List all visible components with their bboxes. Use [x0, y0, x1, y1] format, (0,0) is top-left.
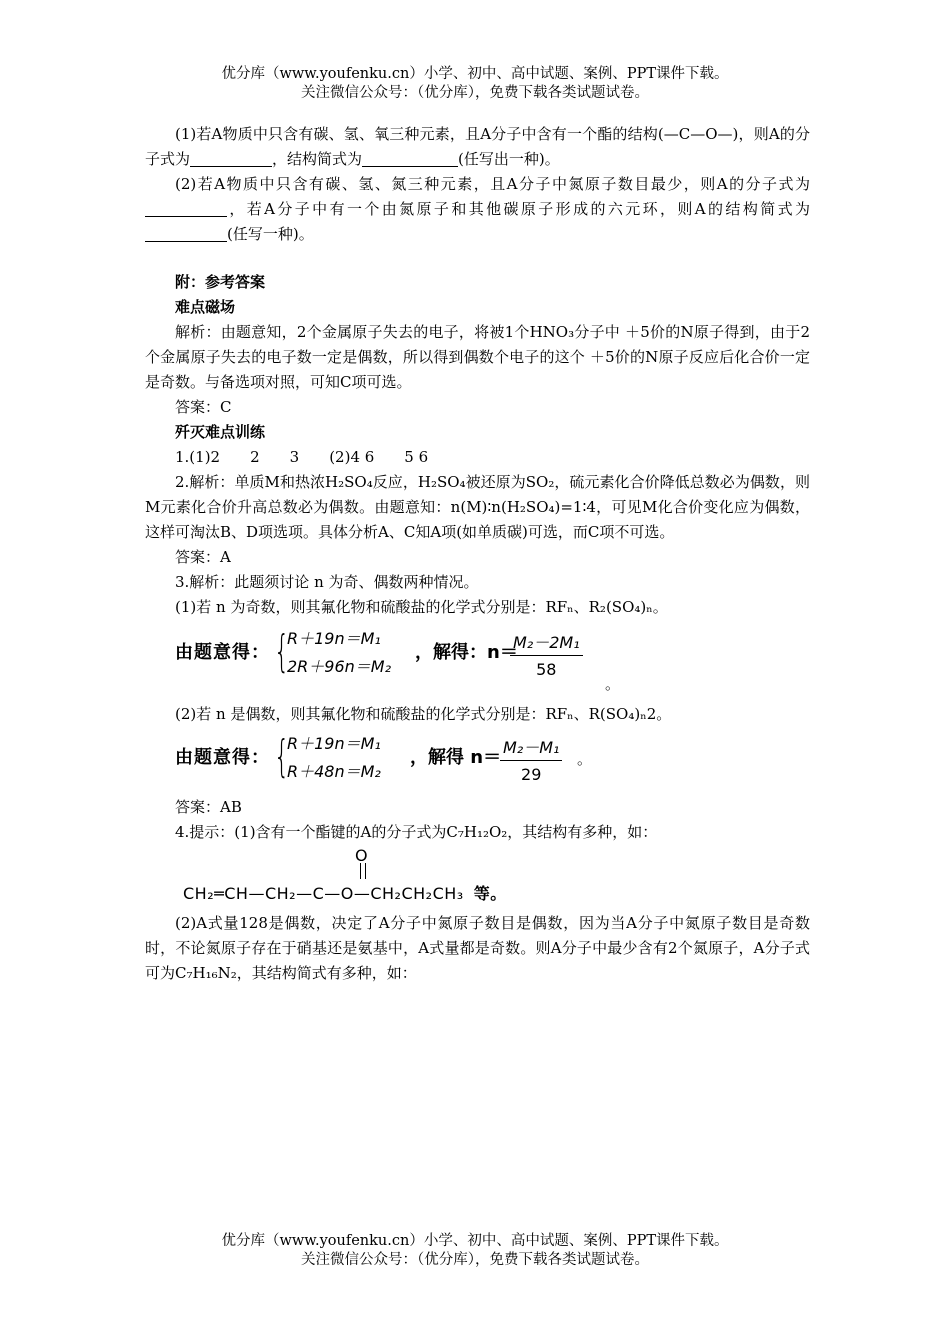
training-item-3: 3.解析：此题须讨论 n 为奇、偶数两种情况。 [175, 573, 479, 591]
header-line-1: 优分库（www.youfenku.cn）小学、初中、高中试题、案例、PPT课件下载。 [221, 66, 729, 82]
equation-system-1 [145, 624, 810, 696]
numerator: M₂－M₁ [500, 735, 562, 761]
denominator: 29 [521, 765, 542, 784]
footer-line-2: 关注微信公众号：（优分库），免费下载各类试题试卷。 [301, 1252, 649, 1268]
brace: { [274, 731, 290, 782]
double-bond [360, 863, 366, 879]
answer-3: 答案：AB [175, 798, 242, 816]
fraction [500, 735, 562, 787]
solve-label: ，解得：n＝ [415, 642, 518, 663]
header-line-2: 关注微信公众号：（优分库），免费下载各类试题试卷。 [301, 85, 649, 101]
answer-blank[interactable] [362, 150, 458, 167]
equation: R＋19n＝M₁ [287, 629, 381, 648]
denominator: 58 [536, 660, 557, 679]
subsection-title-1: 难点磁场 [175, 298, 236, 316]
equation-system-2 [145, 729, 810, 795]
answer-2: 答案：A [175, 548, 231, 566]
subsection-title-2: 歼灭难点训练 [175, 423, 266, 441]
question-1: (1)若A物质中只含有碳、氢、氧三种元素，且A分子中含有一个酯的结构(—C—O—)，则A的分子式为 ，结构简式为 (任写出一种)。 [145, 125, 810, 168]
equation: R＋19n＝M₁ [287, 734, 381, 753]
solve-label: ，解得 n＝ [410, 747, 502, 768]
brace: { [274, 626, 290, 677]
training-item-1: 1.(1)2 2 3 (2)4 6 5 6 [175, 448, 429, 466]
structural-formula [145, 845, 810, 911]
oxygen-atom: O [355, 846, 368, 865]
item-3-case-2: (2)若 n 是偶数，则其氟化物和硫酸盐的化学式分别是：RFₙ、R(SO₄)ₙ2。 [175, 705, 672, 723]
training-item-2: 2.解析：单质M和热浓H₂SO₄反应，H₂SO₄被还原为SO₂，硫元素化合价降低总数必为偶数，则M元素化合价升高总数必为偶数。由题意知：n(M)∶n(H₂SO₄)=1∶4，可见M化合价变化应为偶数，这样可淘汰B、D项选项。具体分析A、C知A项(如单质碳)可选，而C项不可选。 [145, 473, 810, 541]
answer-blank[interactable] [145, 225, 227, 242]
page-header [0, 65, 950, 103]
question-2: (2)若A物质中只含有碳、氢、氮三种元素，且A分子中氮原子数目最少，则A的分子式为，若A分子中有一个由氮原子和其他碳原子形成的六元环，则A的结构简式为(任写一种)。 [145, 172, 810, 247]
fraction [510, 630, 583, 682]
item-3-case-1: (1)若 n 为奇数，则其氟化物和硫酸盐的化学式分别是：RFₙ、R₂(SO₄)ₙ。 [175, 598, 668, 616]
equation: R＋48n＝M₂ [287, 762, 381, 781]
numerator: M₂－2M₁ [510, 630, 583, 656]
answers-section-title: 附：参考答案 [175, 273, 266, 291]
period: 。 [577, 750, 593, 768]
period: 。 [605, 675, 621, 693]
math-label: 由题意得： [175, 642, 270, 663]
structure-suffix: 等。 [473, 884, 507, 903]
training-item-4: 4.提示：(1)含有一个酯键的A的分子式为C₇H₁₂O₂，其结构有多种，如： [175, 823, 658, 841]
equation: 2R＋96n＝M₂ [287, 657, 392, 676]
document-body [145, 122, 810, 986]
answer-blank[interactable] [190, 150, 272, 167]
page-footer [0, 1232, 950, 1270]
carbon-chain: CH₂═CH—CH₂—C—O—CH₂CH₂CH₃ 等。 [183, 884, 507, 903]
item-4-part-2: (2)A式量128是偶数，决定了A分子中氮原子数目是偶数，因为当A分子中氮原子数目是奇数时，不论氮原子存在于硝基还是氨基中，A式量都是奇数。则A分子中最少含有2个氮原子，A分子式可为C₇H₁₆N₂，其结构简式有多种，如： [145, 914, 810, 982]
analysis-1: 解析：由题意知，2个金属原子失去的电子，将被1个HNO₃分子中 ＋5价的N原子得到，由于2个金属原子失去的电子数一定是偶数，所以得到偶数个电子的这个 ＋5价的N原子反应后化合价一定是奇数。与备选项对照，可知C项可选。 [145, 323, 810, 391]
footer-line-1: 优分库（www.youfenku.cn）小学、初中、高中试题、案例、PPT课件下载。 [221, 1233, 729, 1249]
math-label: 由题意得： [175, 747, 270, 768]
answer-1: 答案：C [175, 398, 232, 416]
answer-blank[interactable] [145, 200, 227, 217]
